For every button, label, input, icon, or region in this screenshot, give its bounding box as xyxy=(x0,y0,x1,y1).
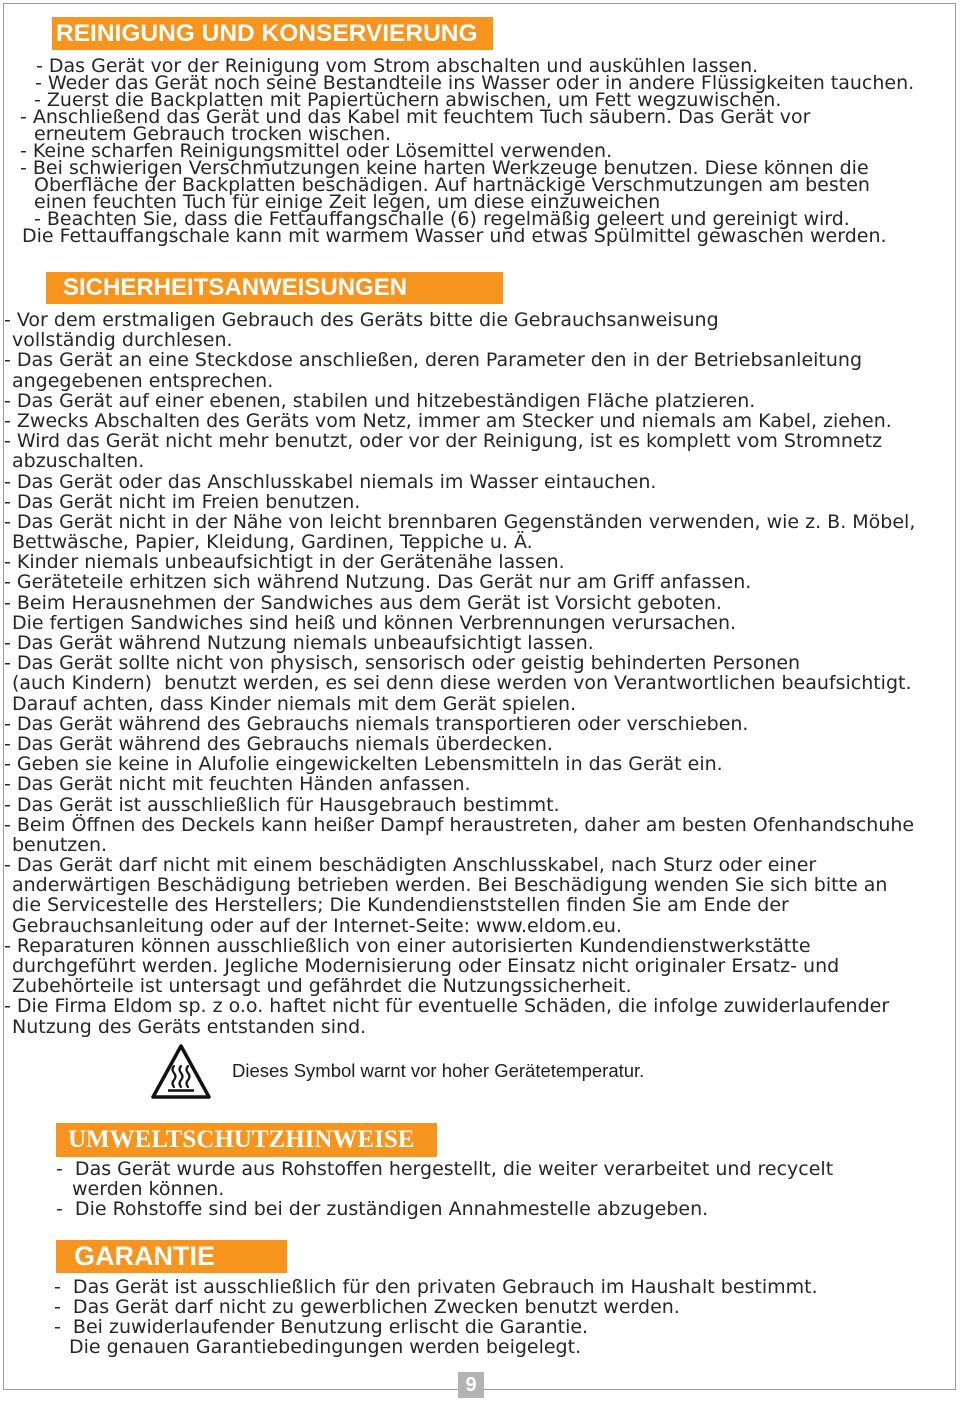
safety-line: - Das Gerät auf einer ebenen, stabilen und hitzebeständigen Fläche platzieren. xyxy=(4,389,756,412)
safety-line: - Das Gerät darf nicht mit einem beschädigten Anschlusskabel, nach Sturz oder einer xyxy=(4,854,817,877)
environment-line: - Das Gerät wurde aus Rohstoffen hergestellt, die weiter verarbeitet und recycelt xyxy=(56,1158,834,1180)
safety-line: Gebrauchsanleitung oder auf der Internet-Seite: www.eldom.eu. xyxy=(12,914,622,937)
safety-line: - Das Gerät sollte nicht von physisch, sensorisch oder geistig behinderten Personen xyxy=(4,652,801,675)
safety-line: - Das Gerät während Nutzung niemals unbeaufsichtigt lassen. xyxy=(4,632,594,654)
safety-line: - Das Gerät oder das Anschlusskabel niemals im Wasser eintauchen. xyxy=(4,470,657,493)
safety-line: Die fertigen Sandwiches sind heiß und können Verbrennungen verursachen. xyxy=(12,611,737,634)
environment-line: werden können. xyxy=(72,1178,225,1200)
warning-caption: Dieses Symbol warnt vor hoher Gerätetemperatur. xyxy=(232,1060,645,1081)
safety-line: - Das Gerät nicht im Freien benutzen. xyxy=(4,490,361,513)
warranty-section xyxy=(0,1277,960,1357)
safety-line: - Beim Öffnen des Deckels kann heißer Dampf heraustreten, daher am besten Ofenhandschuhe xyxy=(4,813,915,836)
safety-line: durchgeführt werden. Jegliche Modernisierung oder Einsatz nicht originaler Ersatz- und xyxy=(12,955,840,977)
cleaning-section-title: REINIGUNG UND KONSERVIERUNG xyxy=(52,17,493,50)
safety-section xyxy=(0,310,960,1037)
cleaning-section xyxy=(0,55,960,247)
safety-line: - Das Gerät nicht mit feuchten Händen anfassen. xyxy=(4,773,471,796)
safety-line: - Das Gerät nicht in der Nähe von leicht brennbaren Gegenständen verwenden, wie z. B. Möbel, xyxy=(4,510,916,533)
safety-line: - Das Gerät ist ausschließlich für Hausgebrauch bestimmt. xyxy=(4,793,560,816)
safety-line: - Reparaturen können ausschließlich von einer autorisierten Kundendienstwerkstätte xyxy=(4,934,811,957)
hot-surface-warning-icon xyxy=(150,1043,212,1101)
environment-section-title: UMWELTSCHUTZHINWEISE xyxy=(56,1123,437,1157)
safety-line: - Zwecks Abschalten des Geräts vom Netz, immer am Stecker und niemals am Kabel, ziehen. xyxy=(4,409,892,432)
safety-line: Bettwäsche, Papier, Kleidung, Gardinen, Teppiche u. Ä. xyxy=(12,531,533,554)
safety-line: - Das Gerät während des Gebrauchs niemals transportieren oder verschieben. xyxy=(4,712,749,735)
safety-line: - Kinder niemals unbeaufsichtigt in der Gerätenähe lassen. xyxy=(4,551,565,574)
page-number: 9 xyxy=(458,1372,484,1398)
safety-line: - Wird das Gerät nicht mehr benutzt, oder vor der Reinigung, ist es komplett vom Stromnetz xyxy=(4,430,883,453)
safety-line: - Die Firma Eldom sp. z o.o. haftet nicht für eventuelle Schäden, die infolge zuwiderlaufender xyxy=(4,995,890,1018)
safety-section-title: SICHERHEITSANWEISUNGEN xyxy=(46,272,503,304)
safety-line: anderwärtigen Beschädigung betrieben werden. Bei Beschädigung wenden Sie sich bitte an xyxy=(12,874,888,897)
warranty-section-title: GARANTIE xyxy=(56,1240,287,1273)
safety-line: (auch Kindern) benutzt werden, es sei denn diese werden von Verantwortlichen beaufsichtigt. xyxy=(12,672,912,695)
cleaning-line: Oberfläche der Backplatten beschädigen. Auf hartnäckige Verschmutzungen am besten xyxy=(34,174,870,196)
safety-line: vollständig durchlesen. xyxy=(12,329,233,352)
safety-line: - Das Gerät während des Gebrauchs niemals überdecken. xyxy=(4,732,553,755)
safety-line: Darauf achten, dass Kinder niemals mit dem Gerät spielen. xyxy=(12,692,577,715)
safety-line: benutzen. xyxy=(12,833,108,856)
cleaning-line: einen feuchten Tuch für einige Zeit legen, um diese einzuweichen xyxy=(34,191,661,213)
safety-line: abzuschalten. xyxy=(12,450,145,473)
warranty-line: - Das Gerät darf nicht zu gewerblichen Zwecken benutzt werden. xyxy=(54,1296,680,1318)
cleaning-line: - Beachten Sie, dass die Fettauffangschalle (6) regelmäßig geleert und gereinigt wird. xyxy=(34,208,850,230)
safety-line: - Geben sie keine in Alufolie eingewickelten Lebensmitteln in das Gerät ein. xyxy=(4,753,723,776)
safety-line: - Beim Herausnehmen der Sandwiches aus dem Gerät ist Vorsicht geboten. xyxy=(4,591,722,614)
cleaning-line: - Anschließend das Gerät und das Kabel mit feuchtem Tuch säubern. Das Gerät vor xyxy=(20,106,811,128)
warranty-line: - Das Gerät ist ausschließlich für den privaten Gebrauch im Haushalt bestimmt. xyxy=(54,1276,818,1298)
safety-line: - Geräteteile erhitzen sich während Nutzung. Das Gerät nur am Griff anfassen. xyxy=(4,571,752,594)
cleaning-line: - Zuerst die Backplatten mit Papiertüchern abwischen, um Fett wegzuwischen. xyxy=(34,89,782,111)
cleaning-line: - Bei schwierigen Verschmutzungen keine harten Werkzeuge benutzen. Diese können die xyxy=(20,157,869,179)
warranty-line: Die genauen Garantiebedingungen werden beigelegt. xyxy=(69,1336,582,1358)
safety-line: die Servicestelle des Herstellers; Die Kundendienststellen finden Sie am Ende der xyxy=(12,894,789,917)
environment-section xyxy=(0,1159,960,1219)
cleaning-line: - Das Gerät vor der Reinigung vom Strom abschalten und auskühlen lassen. xyxy=(36,55,759,77)
safety-line: - Vor dem erstmaligen Gebrauch des Geräts bitte die Gebrauchsanweisung xyxy=(4,309,719,331)
safety-line: angegebenen entsprechen. xyxy=(12,369,274,392)
cleaning-line: - Weder das Gerät noch seine Bestandteile ins Wasser oder in andere Flüssigkeiten tauchen. xyxy=(35,72,915,94)
cleaning-line: - Keine scharfen Reinigungsmittel oder Lösemittel verwenden. xyxy=(20,140,613,162)
cleaning-line: Die Fettauffangschale kann mit warmem Wasser und etwas Spülmittel gewaschen werden. xyxy=(22,225,887,247)
safety-line: Zubehörteile ist untersagt und gefährdet die Nutzungssicherheit. xyxy=(12,975,632,998)
safety-line: - Das Gerät an eine Steckdose anschließen, deren Parameter den in der Betriebsanleitung xyxy=(4,349,863,372)
environment-line: - Die Rohstoffe sind bei der zuständigen Annahmestelle abzugeben. xyxy=(56,1198,709,1220)
safety-line: Nutzung des Geräts entstanden sind. xyxy=(12,1015,367,1038)
warranty-line: - Bei zuwiderlaufender Benutzung erlischt die Garantie. xyxy=(54,1316,589,1338)
cleaning-line: erneutem Gebrauch trocken wischen. xyxy=(34,123,392,145)
